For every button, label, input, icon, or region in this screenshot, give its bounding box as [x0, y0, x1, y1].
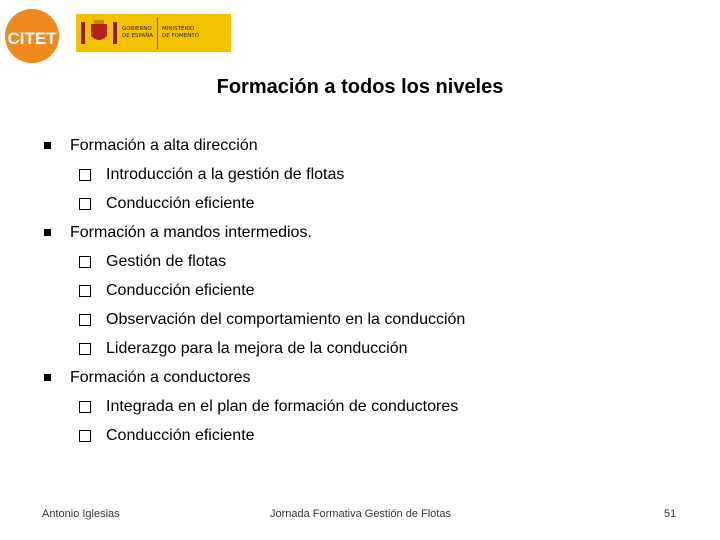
sub-list-item: Conducción eficiente: [40, 189, 465, 218]
sub-list-item: Integrada en el plan de formación de conductores: [40, 392, 465, 421]
checkbox-bullet-icon: [79, 430, 91, 442]
sub-list-item: Conducción eficiente: [40, 421, 465, 450]
checkbox-bullet-icon: [79, 285, 91, 297]
sub-list-item: Conducción eficiente: [40, 276, 465, 305]
checkbox-bullet-icon: [79, 198, 91, 210]
checkbox-bullet-icon: [79, 343, 91, 355]
ministry-label: MINISTERIO DE FOMENTO: [162, 26, 200, 39]
square-bullet-icon: [44, 229, 51, 236]
gov-label: GOBIERNO DE ESPAÑA: [122, 26, 154, 39]
government-logo: [76, 14, 231, 52]
slide-title: Formación a todos los niveles: [216, 76, 504, 98]
sub-list-item: Introducción a la gestión de flotas: [40, 160, 465, 189]
checkbox-bullet-icon: [79, 401, 91, 413]
checkbox-bullet-icon: [79, 256, 91, 268]
citet-logo: [4, 8, 60, 64]
sub-list-item: Observación del comportamiento en la conducción: [40, 305, 465, 334]
footer-author: Antonio Iglesias: [42, 508, 120, 520]
list-item: Formación a mandos intermedios.: [40, 218, 465, 247]
footer-event: Jornada Formativa Gestión de Flotas: [270, 508, 451, 520]
square-bullet-icon: [44, 374, 51, 381]
sub-list-item: Gestión de flotas: [40, 247, 465, 276]
list-item: Formación a alta dirección: [40, 131, 465, 160]
list-item: Formación a conductores: [40, 363, 465, 392]
sub-list-item: Liderazgo para la mejora de la conducción: [40, 334, 465, 363]
coat-of-arms-icon: [76, 14, 122, 52]
square-bullet-icon: [44, 142, 51, 149]
page-number: 51: [664, 508, 677, 520]
checkbox-bullet-icon: [79, 169, 91, 181]
bullet-list: [40, 131, 465, 450]
checkbox-bullet-icon: [79, 314, 91, 326]
citet-logo-text: CITET: [7, 29, 57, 48]
